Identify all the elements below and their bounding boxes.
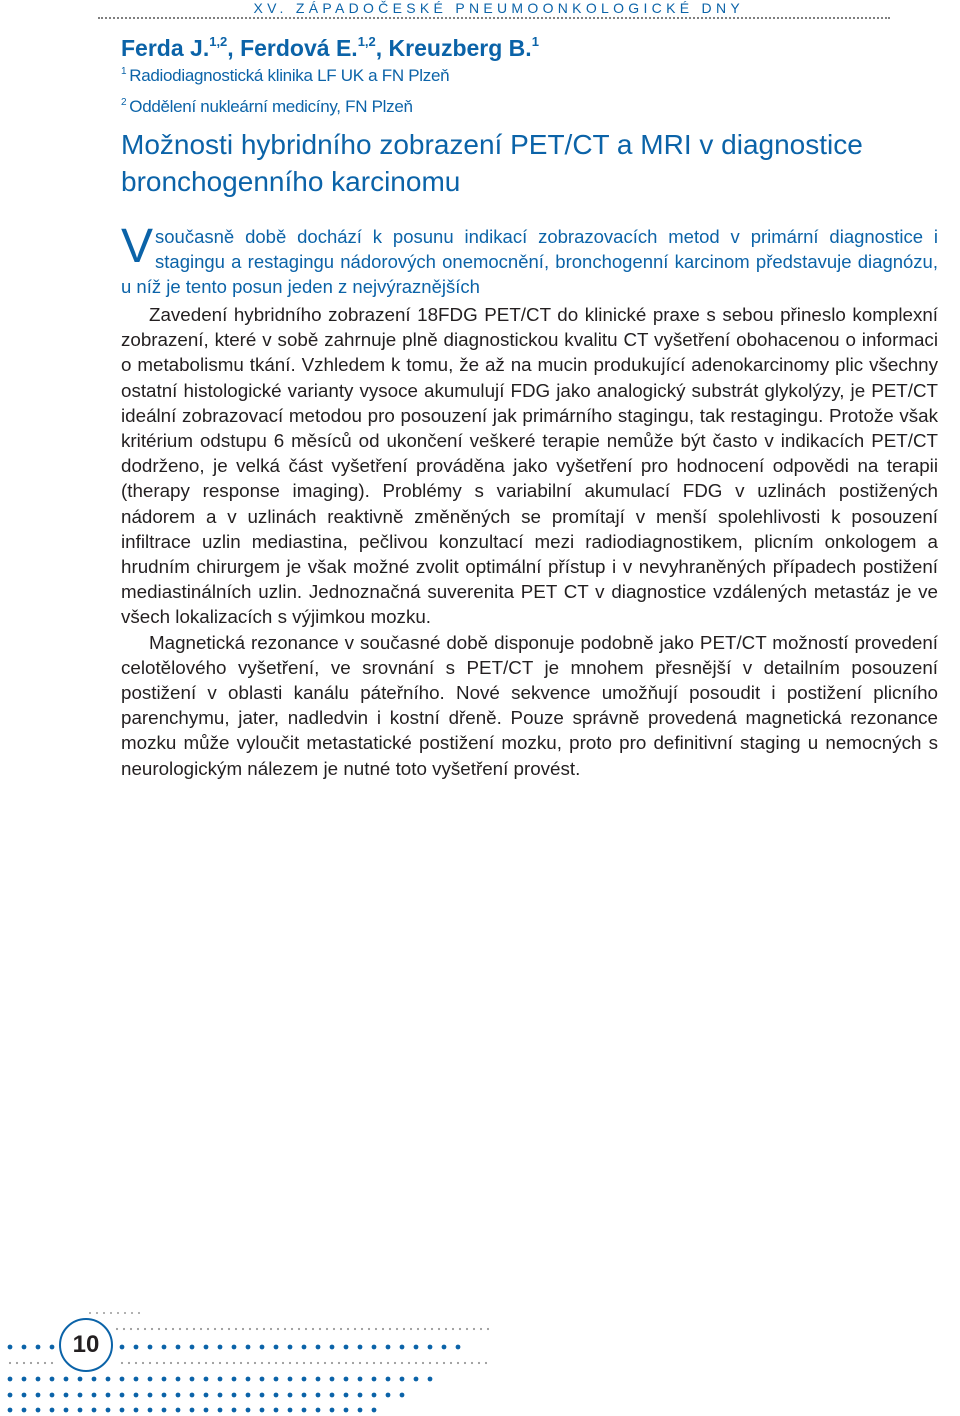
decorative-dot — [319, 1328, 321, 1330]
decorative-dot — [372, 1377, 377, 1382]
decorative-dot — [302, 1377, 307, 1382]
decorative-dot — [354, 1328, 356, 1330]
decorative-dot — [359, 1362, 361, 1364]
decorative-dot — [372, 1393, 377, 1398]
decorative-dot — [268, 1362, 270, 1364]
drop-cap: V — [121, 220, 154, 273]
decorative-dot — [401, 1362, 403, 1364]
decorative-dot — [316, 1345, 321, 1350]
decorative-dot — [30, 1362, 32, 1364]
article-title: Možnosti hybridního zobrazení PET/CT a MRI v diagnostice bronchogenního karcinomu — [121, 129, 863, 197]
decorative-dot — [312, 1328, 314, 1330]
decorative-dot — [284, 1328, 286, 1330]
decorative-dot — [317, 1362, 319, 1364]
article-body — [121, 302, 938, 781]
decorative-dot — [134, 1377, 139, 1382]
decorative-dot — [246, 1377, 251, 1382]
decorative-dot — [121, 1362, 123, 1364]
decorative-dot — [78, 1408, 83, 1413]
decorative-dot — [485, 1362, 487, 1364]
decorative-dot — [298, 1328, 300, 1330]
decorative-dot — [414, 1345, 419, 1350]
decorative-dot — [450, 1362, 452, 1364]
decorative-dot — [330, 1345, 335, 1350]
decorative-dot — [193, 1328, 195, 1330]
decorative-dot — [50, 1408, 55, 1413]
decorative-dot — [344, 1377, 349, 1382]
decorative-dot — [291, 1328, 293, 1330]
decorative-dot — [89, 1312, 91, 1314]
decorative-dot — [162, 1345, 167, 1350]
decorative-dot — [310, 1362, 312, 1364]
decorative-dot — [198, 1362, 200, 1364]
decorative-dot — [22, 1377, 27, 1382]
decorative-dot — [131, 1312, 133, 1314]
decorative-dot — [134, 1408, 139, 1413]
decorative-dot — [228, 1328, 230, 1330]
decorative-dot — [410, 1328, 412, 1330]
decorative-dot — [302, 1408, 307, 1413]
decorative-dot — [179, 1328, 181, 1330]
decorative-dot — [117, 1312, 119, 1314]
decorative-dot — [382, 1328, 384, 1330]
decorative-dot — [274, 1408, 279, 1413]
decorative-dot — [303, 1362, 305, 1364]
decorative-dot — [431, 1328, 433, 1330]
decorative-dot — [204, 1345, 209, 1350]
decorative-dot — [204, 1408, 209, 1413]
decorative-dot — [344, 1345, 349, 1350]
decorative-dot — [219, 1362, 221, 1364]
affiliation-2 — [121, 97, 413, 117]
decorative-dot — [473, 1328, 475, 1330]
decorative-dot — [331, 1362, 333, 1364]
decorative-dot — [176, 1377, 181, 1382]
decorative-dot — [466, 1328, 468, 1330]
decorative-dot — [221, 1328, 223, 1330]
decorative-dot — [442, 1345, 447, 1350]
decorative-dot — [165, 1328, 167, 1330]
decorative-dot — [344, 1408, 349, 1413]
decorative-dot — [149, 1362, 151, 1364]
decorative-dot — [282, 1362, 284, 1364]
decorative-dot — [305, 1328, 307, 1330]
decorative-dot — [424, 1328, 426, 1330]
decorative-dot — [190, 1345, 195, 1350]
decorative-dot — [358, 1408, 363, 1413]
affiliation-number: 1 — [121, 66, 127, 77]
decorative-dot — [428, 1377, 433, 1382]
decorative-dot — [128, 1362, 130, 1364]
decorative-dot — [64, 1393, 69, 1398]
decorative-dot — [288, 1393, 293, 1398]
decorative-dot — [386, 1393, 391, 1398]
decorative-dot — [358, 1393, 363, 1398]
decorative-dot — [480, 1328, 482, 1330]
decorative-dot — [151, 1328, 153, 1330]
decorative-dot — [456, 1345, 461, 1350]
decorative-dot — [403, 1328, 405, 1330]
decorative-dot — [256, 1328, 258, 1330]
decorative-dot — [36, 1408, 41, 1413]
decorative-dot — [389, 1328, 391, 1330]
decorative-dot — [246, 1408, 251, 1413]
decorative-dot — [120, 1345, 125, 1350]
decorative-dot — [438, 1328, 440, 1330]
decorative-dot — [429, 1362, 431, 1364]
decorative-dot — [254, 1362, 256, 1364]
decorative-dot — [408, 1362, 410, 1364]
decorative-dot — [347, 1328, 349, 1330]
decorative-dot — [37, 1362, 39, 1364]
decorative-dot — [218, 1345, 223, 1350]
decorative-dot — [78, 1393, 83, 1398]
decorative-dot — [64, 1377, 69, 1382]
decorative-dot — [246, 1393, 251, 1398]
decorative-dot — [452, 1328, 454, 1330]
decorative-dot — [330, 1408, 335, 1413]
decorative-dot — [373, 1362, 375, 1364]
decorative-dot — [422, 1362, 424, 1364]
decorative-dot — [110, 1312, 112, 1314]
decorative-dot — [443, 1362, 445, 1364]
decorative-dot — [330, 1393, 335, 1398]
decorative-dot — [190, 1393, 195, 1398]
affiliation-1 — [121, 66, 449, 86]
affiliation-text: Oddělení nukleární medicíny, FN Plzeň — [129, 97, 413, 116]
decorative-dot — [270, 1328, 272, 1330]
decorative-dot — [478, 1362, 480, 1364]
decorative-dot — [204, 1377, 209, 1382]
intro-paragraph — [121, 220, 938, 299]
decorative-dot — [212, 1362, 214, 1364]
decorative-dot — [106, 1393, 111, 1398]
decorative-dot — [200, 1328, 202, 1330]
decorative-dot — [400, 1393, 405, 1398]
decorative-dot — [344, 1393, 349, 1398]
decorative-dot — [148, 1408, 153, 1413]
decorative-dot — [120, 1408, 125, 1413]
decorative-dot — [184, 1362, 186, 1364]
decorative-dot — [138, 1312, 140, 1314]
decorative-dot — [44, 1362, 46, 1364]
decorative-dot — [190, 1377, 195, 1382]
decorative-dot — [162, 1393, 167, 1398]
decorative-dot — [445, 1328, 447, 1330]
decorative-dot — [176, 1345, 181, 1350]
decorative-dot — [415, 1362, 417, 1364]
decorative-dot — [50, 1377, 55, 1382]
decorative-dot — [106, 1377, 111, 1382]
decorative-dot — [368, 1328, 370, 1330]
decorative-dot — [260, 1408, 265, 1413]
decorative-dot — [387, 1362, 389, 1364]
decorative-dot — [92, 1393, 97, 1398]
decorative-dot — [358, 1377, 363, 1382]
author-affiliation-marker: 1,2 — [357, 34, 376, 49]
decorative-dot — [148, 1345, 153, 1350]
decorative-dot — [372, 1408, 377, 1413]
decorative-dot — [324, 1362, 326, 1364]
decorative-dot — [247, 1362, 249, 1364]
decorative-dot — [436, 1362, 438, 1364]
author-name: Ferdová E. — [240, 35, 358, 61]
decorative-dot — [8, 1377, 13, 1382]
affiliation-number: 2 — [121, 97, 127, 108]
decorative-dot — [471, 1362, 473, 1364]
decorative-dot — [263, 1328, 265, 1330]
author-affiliation-marker: 1 — [531, 34, 539, 49]
decorative-dot — [8, 1345, 13, 1350]
decorative-dot — [338, 1362, 340, 1364]
decorative-dot — [288, 1377, 293, 1382]
decorative-dot — [8, 1393, 13, 1398]
decorative-dot — [116, 1328, 118, 1330]
decorative-dot — [316, 1393, 321, 1398]
author-name: Ferda J. — [121, 35, 210, 61]
decorative-dot — [345, 1362, 347, 1364]
decorative-dot — [36, 1377, 41, 1382]
decorative-dot — [246, 1345, 251, 1350]
decorative-dot — [277, 1328, 279, 1330]
decorative-dot — [417, 1328, 419, 1330]
decorative-dot — [459, 1328, 461, 1330]
decorative-dot — [162, 1408, 167, 1413]
decorative-dot — [163, 1362, 165, 1364]
author-name: Kreuzberg B. — [388, 35, 532, 61]
decorative-dot — [177, 1362, 179, 1364]
decorative-dot — [124, 1312, 126, 1314]
decorative-dot — [205, 1362, 207, 1364]
decorative-dot — [380, 1362, 382, 1364]
decorative-dot — [302, 1393, 307, 1398]
decorative-dot — [218, 1408, 223, 1413]
decorative-dot — [261, 1362, 263, 1364]
journal-header: XV. ZÁPADOČESKÉ PNEUMOONKOLOGICKÉ DNY — [253, 0, 744, 16]
decorative-dot — [190, 1408, 195, 1413]
decorative-dot — [386, 1345, 391, 1350]
decorative-dot — [340, 1328, 342, 1330]
page-number: 10 — [72, 1331, 100, 1358]
decorative-dot — [366, 1362, 368, 1364]
decorative-dot — [249, 1328, 251, 1330]
decorative-dot — [172, 1328, 174, 1330]
decorative-dot — [487, 1328, 489, 1330]
decorative-dot — [274, 1345, 279, 1350]
decorative-dot — [51, 1362, 53, 1364]
decorative-dot — [22, 1408, 27, 1413]
author-separator: , — [227, 35, 241, 61]
decorative-dot — [36, 1345, 41, 1350]
affiliation-text: Radiodiagnostická klinika LF UK a FN Plzeň — [129, 66, 450, 85]
decorative-dot — [233, 1362, 235, 1364]
decorative-dot — [274, 1377, 279, 1382]
decorative-dot — [396, 1328, 398, 1330]
decorative-dot — [120, 1393, 125, 1398]
decorative-dot — [358, 1345, 363, 1350]
decorative-dot — [137, 1328, 139, 1330]
decorative-dot — [232, 1393, 237, 1398]
decorative-dot — [22, 1345, 27, 1350]
decorative-dot — [260, 1377, 265, 1382]
decorative-dot — [414, 1377, 419, 1382]
decorative-dot — [123, 1328, 125, 1330]
decorative-dot — [142, 1362, 144, 1364]
decorative-dot — [78, 1377, 83, 1382]
decorative-dot — [162, 1377, 167, 1382]
intro-text: současně době dochází k posunu indikací zobrazovacích metod v primární diagnostice i stagingu a restagingu nádorových onemocnění, bronchogenní karcinom představuje diagnózu, u níž je tento posun jeden z nejvýraznějších — [121, 226, 938, 297]
decorative-dot — [218, 1377, 223, 1382]
decorative-dot — [330, 1377, 335, 1382]
decorative-dot — [64, 1408, 69, 1413]
decorative-dot — [135, 1362, 137, 1364]
author-affiliation-marker: 1,2 — [209, 34, 228, 49]
decorative-dot — [22, 1393, 27, 1398]
decorative-dot — [186, 1328, 188, 1330]
decorative-dot — [400, 1345, 405, 1350]
body-paragraph: Zavedení hybridního zobrazení 18FDG PET/CT do klinické praxe s sebou přineslo komplexní zobrazení, které v sobě zahrnuje plně diagnostickou kvalitu CT vyšetření obohacenou o informaci o metabolismu tkání. Vzhledem k tomu, že až na mucin produkující adenokarcinomy plic všechny ostatní histologické varianty vysoce akumulují FDG jako analogický substrát glykolýzy, je PET/CT ideální zobrazovací metodou pro posouzení jak primárního stagingu, tak restagingu. Protože však kritérium odstupu 6 měsíců od ukončení veškeré terapie nemůže být často v indikacích PET/CT dodrženo, je velká část vyšetření prováděna jako vyšetření pro hodnocení odpovědi na terapii (therapy response imaging). Problémy s variabilní akumulací FDG v uzlinách postižených nádorem a v uzlinách reaktivně změněných se promítají v menší spolehlivosti k posouzení infiltrace uzlin mediastina, pečlivou konzultací mezi radiodiagnostikem, plicním onkologem a hrudním chirurgem je však možné zvolit optimální přístup i v nevyhraněných případech postižení mediastinálních uzlin. Jednoznačná suverenita PET CT v diagnostice vzdálených metastáz je ve všech lokalizacích s výjimkou mozku. — [121, 304, 938, 628]
decorative-dot — [275, 1362, 277, 1364]
decorative-dot — [428, 1345, 433, 1350]
decorative-dot — [326, 1328, 328, 1330]
decorative-dot — [242, 1328, 244, 1330]
decorative-dot — [106, 1408, 111, 1413]
decorative-dot — [148, 1393, 153, 1398]
decorative-dot — [92, 1377, 97, 1382]
decorative-dot — [361, 1328, 363, 1330]
decorative-dot — [176, 1408, 181, 1413]
decorative-dot — [240, 1362, 242, 1364]
decorative-dot — [274, 1393, 279, 1398]
decorative-dot — [232, 1345, 237, 1350]
decorative-dot — [288, 1408, 293, 1413]
decorative-dot — [394, 1362, 396, 1364]
decorative-dot — [134, 1393, 139, 1398]
decorative-dot — [218, 1393, 223, 1398]
decorative-dot — [16, 1362, 18, 1364]
decorative-dot — [158, 1328, 160, 1330]
decorative-dot — [375, 1328, 377, 1330]
decorative-dot — [333, 1328, 335, 1330]
decorative-dot — [103, 1312, 105, 1314]
decorative-dot — [232, 1408, 237, 1413]
decorative-dot — [302, 1345, 307, 1350]
decorative-dot — [120, 1377, 125, 1382]
decorative-dot — [288, 1345, 293, 1350]
decorative-dot — [464, 1362, 466, 1364]
decorative-dot — [8, 1408, 13, 1413]
decorative-dot — [148, 1377, 153, 1382]
decorative-dot — [386, 1377, 391, 1382]
decorative-dot — [96, 1312, 98, 1314]
body-paragraph: Magnetická rezonance v současné době disponuje podobně jako PET/CT možností provedení celotělového vyšetření, ve srovnání s PET/CT je mnohem přesnější v detailním posouzení postižení v oblasti kanálu páteřního. Nové sekvence umožňují posoudit i postižení plicního parenchymu, jater, nadledvin i kostní dřeně. Pouze správně provedená magnetická rezonance mozku může vyloučit metastatické postižení mozku, proto pro definitivní staging u nemocných s neurologickým nálezem je nutné toto vyšetření provést. — [121, 631, 938, 779]
decorative-dot — [226, 1362, 228, 1364]
decorative-dot — [296, 1362, 298, 1364]
decorative-dot — [50, 1345, 55, 1350]
decorative-dot — [352, 1362, 354, 1364]
decorative-dot — [289, 1362, 291, 1364]
decorative-dot — [144, 1328, 146, 1330]
decorative-dot — [316, 1377, 321, 1382]
decorative-dot — [23, 1362, 25, 1364]
decorative-dot — [457, 1362, 459, 1364]
author-separator: , — [375, 35, 389, 61]
decorative-dot — [260, 1393, 265, 1398]
decorative-dot — [372, 1345, 377, 1350]
decorative-dot — [214, 1328, 216, 1330]
decorative-dot — [400, 1377, 405, 1382]
decorative-dot — [316, 1408, 321, 1413]
decorative-dot — [191, 1362, 193, 1364]
decorative-dot — [204, 1393, 209, 1398]
decorative-dot — [235, 1328, 237, 1330]
decorative-dot — [130, 1328, 132, 1330]
decorative-dot — [207, 1328, 209, 1330]
header-dotted-rule — [98, 17, 890, 19]
decorative-dot — [176, 1393, 181, 1398]
decorative-dot — [36, 1393, 41, 1398]
decorative-dot — [92, 1408, 97, 1413]
decorative-dot — [156, 1362, 158, 1364]
decorative-dot — [50, 1393, 55, 1398]
decorative-dot — [232, 1377, 237, 1382]
decorative-dot — [134, 1345, 139, 1350]
decorative-dot — [170, 1362, 172, 1364]
decorative-dot — [9, 1362, 11, 1364]
decorative-dot — [260, 1345, 265, 1350]
author-list — [121, 34, 539, 62]
